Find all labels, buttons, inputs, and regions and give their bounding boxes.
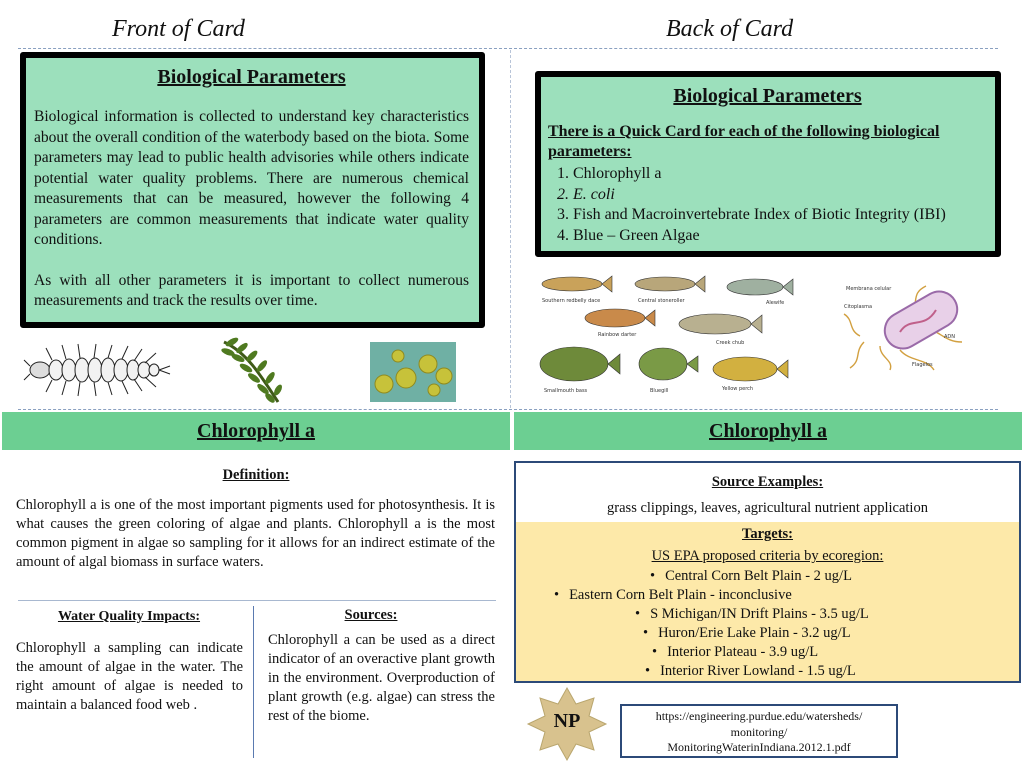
- section-divider: [18, 600, 496, 601]
- middle-dashed-divider: [18, 409, 998, 410]
- parameter-item: 3. Fish and Macroinvertebrate Index of Biotic Integrity (IBI): [573, 205, 987, 226]
- np-badge-text: NP: [553, 710, 581, 732]
- cell-label: ADN: [944, 334, 956, 340]
- left-chlorophyll-band: [2, 412, 510, 450]
- target-item: • Huron/Erie Lake Plain - 3.2 ug/L: [643, 624, 851, 643]
- definition-text: Chlorophyll a is one of the most important pigments used for photosynthesis. It is what causes the green coloring of algae and plants. Chlorophyll a is the most common pigment in algae so sampling for it allows for an indirect estimate of the amount of algal biomass in surface waters.: [16, 497, 495, 570]
- reference-url-line-2: monitoring/: [730, 724, 788, 739]
- parameter-item: 2. E. coli: [573, 185, 987, 206]
- reference-url-line-3: MonitoringWaterinIndiana.2012.1.pdf: [667, 740, 851, 754]
- macroinvertebrate-larva-image: [22, 340, 172, 400]
- front-card-box: [20, 52, 485, 328]
- bacterium-cell-image: [840, 280, 970, 372]
- targets-heading: Targets:: [741, 526, 793, 542]
- fish-label: Central stoneroller: [638, 298, 685, 304]
- target-item: • Interior River Lowland - 1.5 ug/L: [645, 662, 856, 681]
- column-divider: [253, 606, 254, 758]
- sources-text: Chlorophyll a can be used as a direct indicator of an overactive plant growth in the environment. Overproduction of plant growth (e.g. algae) can stress the rest of the biome.: [268, 632, 495, 724]
- target-item: • Interior Plateau - 3.9 ug/L: [652, 643, 818, 662]
- fish-label: Southern redbelly dace: [542, 298, 601, 304]
- source-examples-text: grass clippings, leaves, agricultural nutrient application: [607, 500, 928, 516]
- source-targets-box: [514, 461, 1021, 683]
- front-card-paragraph-2: As with all other parameters it is important to collect numerous measurements and track the results over time.: [34, 271, 469, 309]
- target-item: • Central Corn Belt Plain - 2 ug/L: [650, 567, 852, 586]
- impacts-text: Chlorophyll a sampling can indicate the amount of algae in the water. The right amount of algae is needed to maintain a balanced food web .: [16, 640, 243, 713]
- reference-url-line-1: https://engineering.purdue.edu/watersheds/: [655, 709, 863, 723]
- fish-label: Smallmouth bass: [544, 388, 588, 394]
- cell-label: Membrana celular: [846, 286, 892, 292]
- right-chlorophyll-band: [514, 412, 1022, 450]
- fish-label: Rainbow darter: [598, 332, 637, 338]
- top-dashed-divider: [18, 48, 998, 49]
- reference-box[interactable]: [620, 704, 898, 758]
- sources-heading: Sources:: [344, 607, 398, 623]
- fish-label: Creek chub: [716, 340, 745, 346]
- left-band-title: Chlorophyll a: [197, 419, 315, 442]
- target-item: • S Michigan/IN Drift Plains - 3.5 ug/L: [635, 605, 869, 624]
- algae-micrograph-image: [370, 342, 456, 402]
- back-of-card-heading: Back of Card: [666, 16, 794, 42]
- source-examples-heading: Source Examples:: [711, 474, 824, 490]
- fish-label: Yellow perch: [722, 386, 754, 392]
- front-card-title: Biological Parameters: [157, 66, 346, 88]
- front-card-paragraph-1: Biological information is collected to understand key characteristics about the overall condition of the waterbody based on the biota. Some parameters may lead to public health advisories while others indicate potential water quality problems. There are numerous chemical measurements that can be measured, however the following 4 parameters are common measurements that indicate water quality conditions.: [34, 108, 469, 248]
- back-card-intro: There is a Quick Card for each of the following biological parameters:: [548, 123, 940, 160]
- parameter-item: 1. Chlorophyll a: [573, 164, 987, 185]
- right-band-title: Chlorophyll a: [709, 419, 827, 442]
- definition-heading: Definition:: [222, 467, 290, 483]
- targets-subheading: US EPA proposed criteria by ecoregion:: [651, 548, 884, 564]
- back-card-box: [535, 71, 1001, 257]
- fish-label: Bluegill: [650, 388, 669, 394]
- parameter-item: 4. Blue – Green Algae: [573, 226, 987, 247]
- parameter-list: [548, 164, 987, 246]
- fish-species-image: [530, 268, 800, 396]
- cell-label: Flagelos: [912, 362, 933, 368]
- fish-label: Alewife: [766, 300, 785, 306]
- impacts-heading: Water Quality Impacts:: [57, 609, 201, 624]
- aquatic-plant-image: [218, 334, 290, 406]
- target-item: • Eastern Corn Belt Plain - inconclusive: [554, 586, 792, 605]
- cell-label: Citoplasma: [844, 304, 873, 310]
- vertical-dashed-divider: [510, 50, 511, 408]
- back-card-title: Biological Parameters: [673, 85, 862, 107]
- front-of-card-heading: Front of Card: [112, 16, 245, 42]
